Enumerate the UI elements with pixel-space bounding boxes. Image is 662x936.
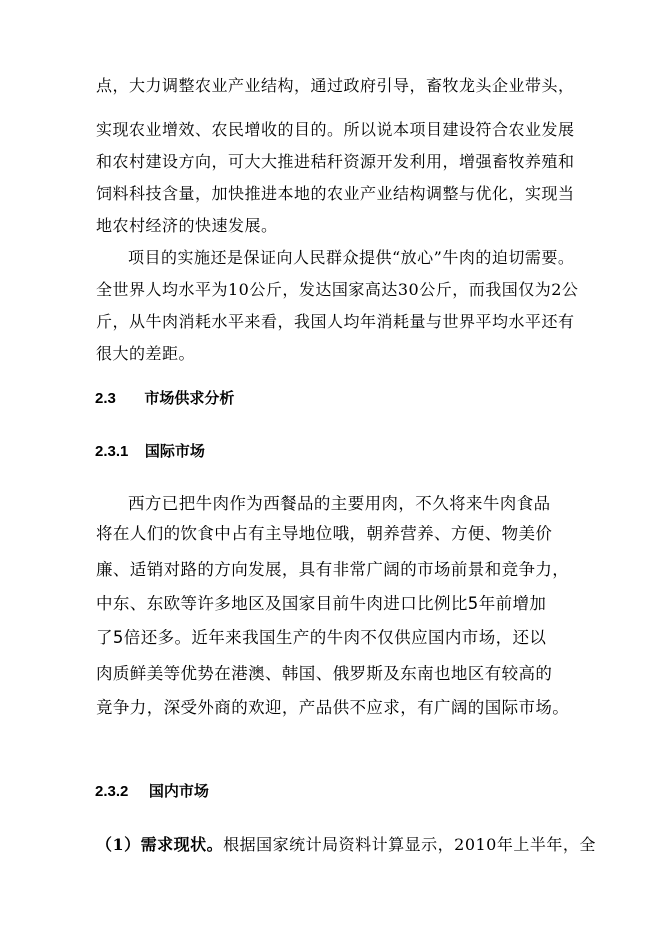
text-line: 了5倍还多。近年来我国生产的牛肉不仅供应国内市场，还以 bbox=[96, 628, 547, 647]
text-line: 饲料科技含量，加快推进本地的农业产业结构调整与优化，实现当 bbox=[96, 184, 575, 203]
text-line: 斤，从牛肉消耗水平来看，我国人均年消耗量与世界平均水平还有 bbox=[96, 312, 575, 331]
section-number: 2.3.1 bbox=[95, 443, 129, 460]
text-line: 和农村建设方向，可大大推进秸秆资源开发利用，增强畜牧养殖和 bbox=[96, 152, 575, 171]
text-line: 中东、东欧等许多地区及国家目前牛肉进口比例比5年前增加 bbox=[96, 594, 547, 613]
text-line: 廉、适销对路的方向发展，具有非常广阔的市场前景和竞争力， bbox=[96, 560, 570, 579]
text-line: 项目的实施还是保证向人民群众提供“放心”牛肉的迫切需要。 bbox=[128, 248, 575, 267]
section-heading-2-3-2 bbox=[95, 780, 209, 801]
demand-status-lead: （1）需求现状。 bbox=[96, 835, 224, 854]
section-number: 2.3 bbox=[95, 390, 116, 407]
text-line: 很大的差距。 bbox=[96, 344, 196, 363]
text-line: 实现农业增效、农民增收的目的。所以说本项目建设符合农业发展 bbox=[96, 120, 575, 139]
text-line: 西方已把牛肉作为西餐品的主要用肉，不久将来牛肉食品 bbox=[128, 494, 551, 513]
paragraph-demand-status bbox=[96, 832, 596, 855]
text-line: 全世界人均水平为10公斤，发达国家高达30公斤，而我国仅为2公 bbox=[96, 280, 579, 299]
text-line: 肉质鲜美等优势在港澳、韩国、俄罗斯及东南也地区有较高的 bbox=[96, 664, 553, 683]
text-line: 地农村经济的快速发展。 bbox=[96, 216, 278, 235]
demand-status-text: 根据国家统计局资料计算显示，2010年上半年，全 bbox=[223, 835, 596, 854]
section-heading-2-3-1 bbox=[95, 440, 205, 461]
section-number: 2.3.2 bbox=[95, 783, 129, 800]
section-title: 国内市场 bbox=[148, 782, 209, 800]
section-title: 市场供求分析 bbox=[144, 389, 235, 407]
text-line: 将在人们的饮食中占有主导地位哦，朝养营养、方便、物美价 bbox=[96, 524, 553, 543]
text-line: 竟争力，深受外商的欢迎，产品供不应求，有广阔的国际市场。 bbox=[96, 698, 570, 717]
text-line: 点，大力调整农业产业结构，通过政府引导，畜牧龙头企业带头， bbox=[96, 76, 575, 95]
section-title: 国际市场 bbox=[144, 442, 205, 460]
section-heading-2-3 bbox=[95, 387, 234, 408]
